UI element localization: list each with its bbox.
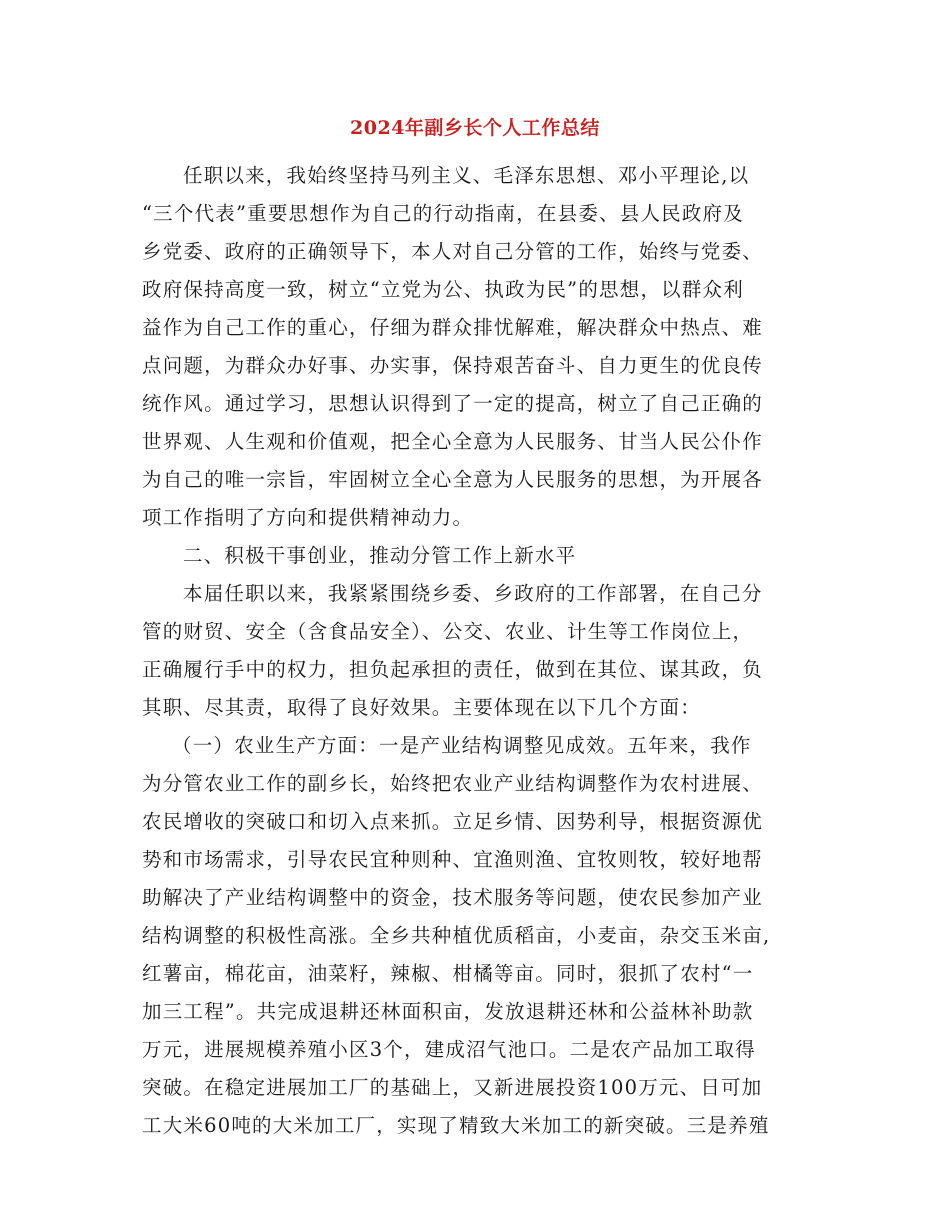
paragraph-line: 乡党委、政府的正确领导下，本人对自己分管的工作，始终与党委、 — [142, 240, 764, 263]
paragraph-line: 其职、尽其责，取得了良好效果。主要体现在以下几个方面： — [142, 696, 701, 719]
paragraph-line: 任职以来，我始终坚持马列主义、毛泽东思想、邓小平理论,以 — [183, 164, 750, 187]
paragraph-line: 政府保持高度一致，树立“立党为公、执政为民”的思想，以群众利 — [142, 278, 744, 301]
paragraph-line: 助解决了产业结构调整中的资金，技术服务等问题，使农民参加产业 — [142, 886, 764, 909]
paragraph-line: 世界观、人生观和价值观，把全心全意为人民服务、甘当人民公仆作 — [142, 430, 764, 453]
paragraph-line: 工大米60吨的大米加工厂，实现了精致大米加工的新突破。三是养殖 — [142, 1114, 770, 1137]
paragraph-line: 为分管农业工作的副乡长，始终把农业产业结构调整作为农村进展、 — [142, 772, 764, 795]
paragraph-line: 益作为自己工作的重心，仔细为群众排忧解难，解决群众中热点、难 — [142, 316, 764, 339]
paragraph-line: 管的财贸、安全（含食品安全）、公交、农业、计生等工作岗位上， — [142, 620, 754, 643]
section-heading: 二、积极干事创业，推动分管工作上新水平 — [183, 544, 577, 567]
paragraph-line: 势和市场需求，引导农民宜种则种、宜渔则渔、宜牧则牧，较好地帮 — [142, 848, 764, 871]
paragraph-line: 统作风。通过学习，思想认识得到了一定的提高，树立了自己正确的 — [142, 392, 764, 415]
paragraph-line: 突破。在稳定进展加工厂的基础上，又新进展投资100万元、日可加 — [142, 1076, 763, 1099]
paragraph-line: 项工作指明了方向和提供精神动力。 — [142, 506, 474, 529]
paragraph-line: 加三工程”。共完成退耕还林面积亩，发放退耕还林和公益林补助款 — [142, 1000, 754, 1023]
paragraph-line: 万元，进展规模养殖小区3个，建成沼气池口。二是农产品加工取得 — [142, 1038, 756, 1061]
paragraph-line: 点问题，为群众办好事、办实事，保持艰苦奋斗、自力更生的优良传 — [142, 354, 764, 377]
paragraph-line: “三个代表”重要思想作为自己的行动指南，在县委、县人民政府及 — [142, 202, 744, 225]
paragraph-line: 结构调整的积极性高涨。全乡共种植优质稻亩，小麦亩，杂交玉米亩, — [142, 924, 771, 947]
paragraph-line: 本届任职以来，我紧紧围绕乡委、乡政府的工作部署，在自己分 — [183, 582, 763, 605]
document-title: 2024年副乡长个人工作总结 — [350, 117, 600, 139]
paragraph-line: 农民增收的突破口和切入点来抓。立足乡情、因势利导，根据资源优 — [142, 810, 764, 833]
paragraph-line: （一）农业生产方面：一是产业结构调整见成效。五年来，我作 — [172, 734, 752, 757]
paragraph-line: 正确履行手中的权力，担负起承担的责任，做到在其位、谋其政，负 — [142, 658, 764, 681]
paragraph-line: 为自己的唯一宗旨，牢固树立全心全意为人民服务的思想，为开展各 — [142, 468, 764, 491]
paragraph-line: 红薯亩，棉花亩，油菜籽，辣椒、柑橘等亩。同时，狠抓了农村“一 — [142, 962, 754, 985]
